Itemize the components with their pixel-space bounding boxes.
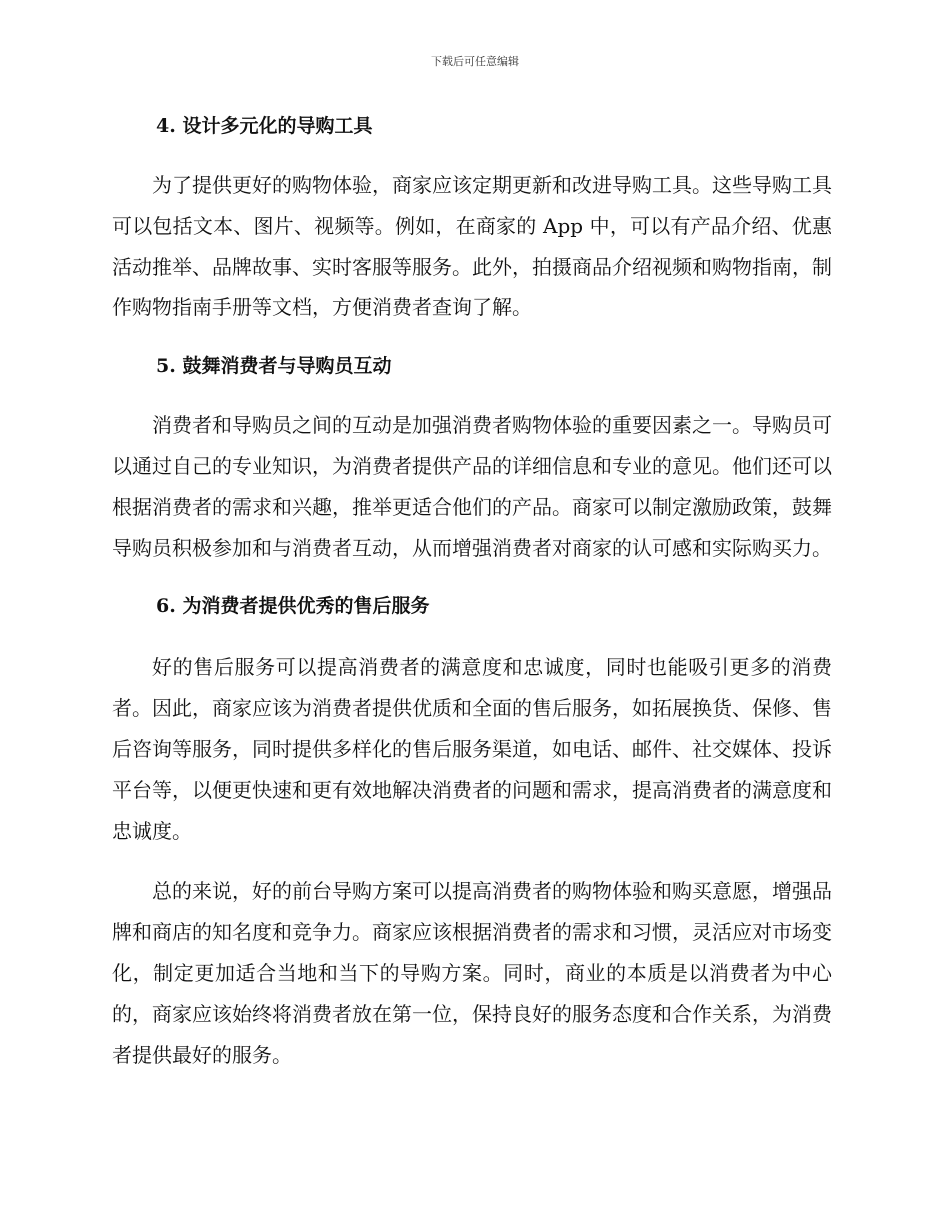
section-paragraph-6: 好的售后服务可以提高消费者的满意度和忠诚度，同时也能吸引更多的消费者。因此，商家应该为消费者提供优质和全面的售后服务，如拓展换货、保修、售后咨询等服务，同时提供多样化的售后服务渠道，如电话、邮件、社交媒体、投诉平台等，以便更快速和更有效地解决消费者的问题和需求，提高消费者的满意度和忠诚度。 bbox=[112, 655, 832, 843]
section-heading-5: 5. 鼓舞消费者与导购员互动 bbox=[156, 355, 392, 378]
page-header-note: 下载后可任意编辑 bbox=[431, 55, 519, 68]
conclusion-paragraph: 总的来说，好的前台导购方案可以提高消费者的购物体验和购买意愿，增强品牌和商店的知名度和竞争力。商家应该根据消费者的需求和习惯，灵活应对市场变化，制定更加适合当地和当下的导购方案。同时，商业的本质是以消费者为中心的，商家应该始终将消费者放在第一位，保持良好的服务态度和合作关系，为消费者提供最好的服务。 bbox=[112, 879, 832, 1067]
section-heading-6: 6. 为消费者提供优秀的售后服务 bbox=[156, 595, 430, 618]
document-body bbox=[112, 108, 832, 1075]
section-paragraph-5: 消费者和导购员之间的互动是加强消费者购物体验的重要因素之一。导购员可以通过自己的专业知识，为消费者提供产品的详细信息和专业的意见。他们还可以根据消费者的需求和兴趣，推举更适合他们的产品。商家可以制定激励政策，鼓舞导购员积极参加和与消费者互动，从而增强消费者对商家的认可感和实际购买力。 bbox=[112, 413, 832, 560]
section-heading-4: 4. 设计多元化的导购工具 bbox=[156, 115, 373, 137]
section-paragraph-4: 为了提供更好的购物体验，商家应该定期更新和改进导购工具。这些导购工具可以包括文本、图片、视频等。例如，在商家的 App 中，可以有产品介绍、优惠活动推举、品牌故事、实时客服等服务。此外，拍摄商品介绍视频和购物指南，制作购物指南手册等文档，方便消费者查询了解。 bbox=[112, 173, 832, 320]
